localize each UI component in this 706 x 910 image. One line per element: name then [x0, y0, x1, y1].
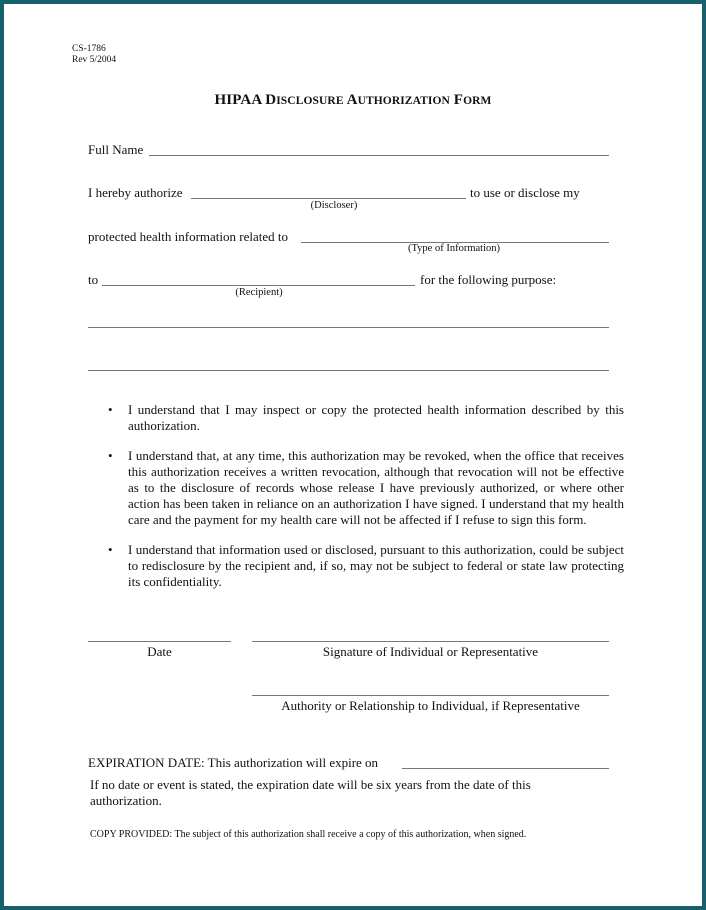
- full-name-label: Full Name: [88, 142, 144, 157]
- title-part: ORM: [463, 95, 492, 107]
- expiration-date-field[interactable]: [402, 768, 609, 769]
- title-part: F: [449, 92, 464, 108]
- authority-field[interactable]: [252, 695, 609, 696]
- authorize-label: I hereby authorize: [88, 185, 183, 200]
- list-item: [104, 402, 624, 434]
- form-title: [4, 92, 702, 109]
- authorize-suffix: to use or disclose my: [470, 185, 580, 200]
- purpose-line[interactable]: [88, 327, 609, 328]
- bullet-icon: •: [108, 402, 113, 417]
- signature-label: Signature of Individual or Representative: [322, 644, 539, 659]
- expiration-note: If no date or event is stated, the expiration date will be six years from the date of this authorization.: [90, 777, 531, 808]
- acknowledgement-list: [104, 402, 624, 604]
- phi-label: protected health information related to: [88, 229, 288, 244]
- discloser-field[interactable]: [191, 198, 466, 199]
- recipient-field[interactable]: [102, 285, 415, 286]
- bullet-text: I understand that, at any time, this authorization may be revoked, when the office that receives this authorization receives a written revocation, although that revocation will not be effective as to the disclosure of records whose release I have previously authorized, or where other action has been taken in reliance on an authorization I have signed. I understand that my health care and the payment for my health care will not be affected if I refuse to sign this form.: [128, 448, 624, 527]
- title-part: UTHORIZATION: [357, 95, 450, 107]
- form-revision: Rev 5/2004: [72, 55, 117, 65]
- form-code: CS-1786: [72, 44, 106, 54]
- date-label: Date: [147, 644, 172, 659]
- copy-provided-note: COPY PROVIDED: The subject of this authorization shall receive a copy of this authorization, when signed.: [90, 829, 527, 840]
- type-caption: (Type of Information): [408, 243, 500, 254]
- purpose-label: for the following purpose:: [420, 272, 557, 287]
- form-code-block: [72, 44, 116, 66]
- list-item: [104, 448, 624, 528]
- date-field[interactable]: [88, 641, 231, 642]
- to-label: to: [88, 272, 99, 287]
- full-name-field[interactable]: [149, 155, 609, 156]
- bullet-icon: •: [108, 542, 113, 557]
- authority-label: Authority or Relationship to Individual, if Representative: [281, 698, 580, 713]
- bullet-icon: •: [108, 448, 113, 463]
- signature-field[interactable]: [252, 641, 609, 642]
- bullet-text: I understand that I may inspect or copy the protected health information described by this authorization.: [128, 402, 624, 433]
- purpose-line[interactable]: [88, 370, 609, 371]
- title-part: HIPAA D: [214, 92, 277, 108]
- recipient-caption: (Recipient): [235, 287, 283, 298]
- title-part: ISCLOSURE: [276, 95, 344, 107]
- list-item: [104, 542, 624, 590]
- bullet-text: I understand that information used or disclosed, pursuant to this authorization, could be subject to redisclosure by the recipient and, if so, may not be subject to federal or state law protecting its confidentiality.: [128, 542, 624, 589]
- title-part: A: [343, 92, 358, 108]
- discloser-caption: (Discloser): [310, 200, 358, 211]
- expiration-label: EXPIRATION DATE: This authorization will expire on: [88, 755, 379, 770]
